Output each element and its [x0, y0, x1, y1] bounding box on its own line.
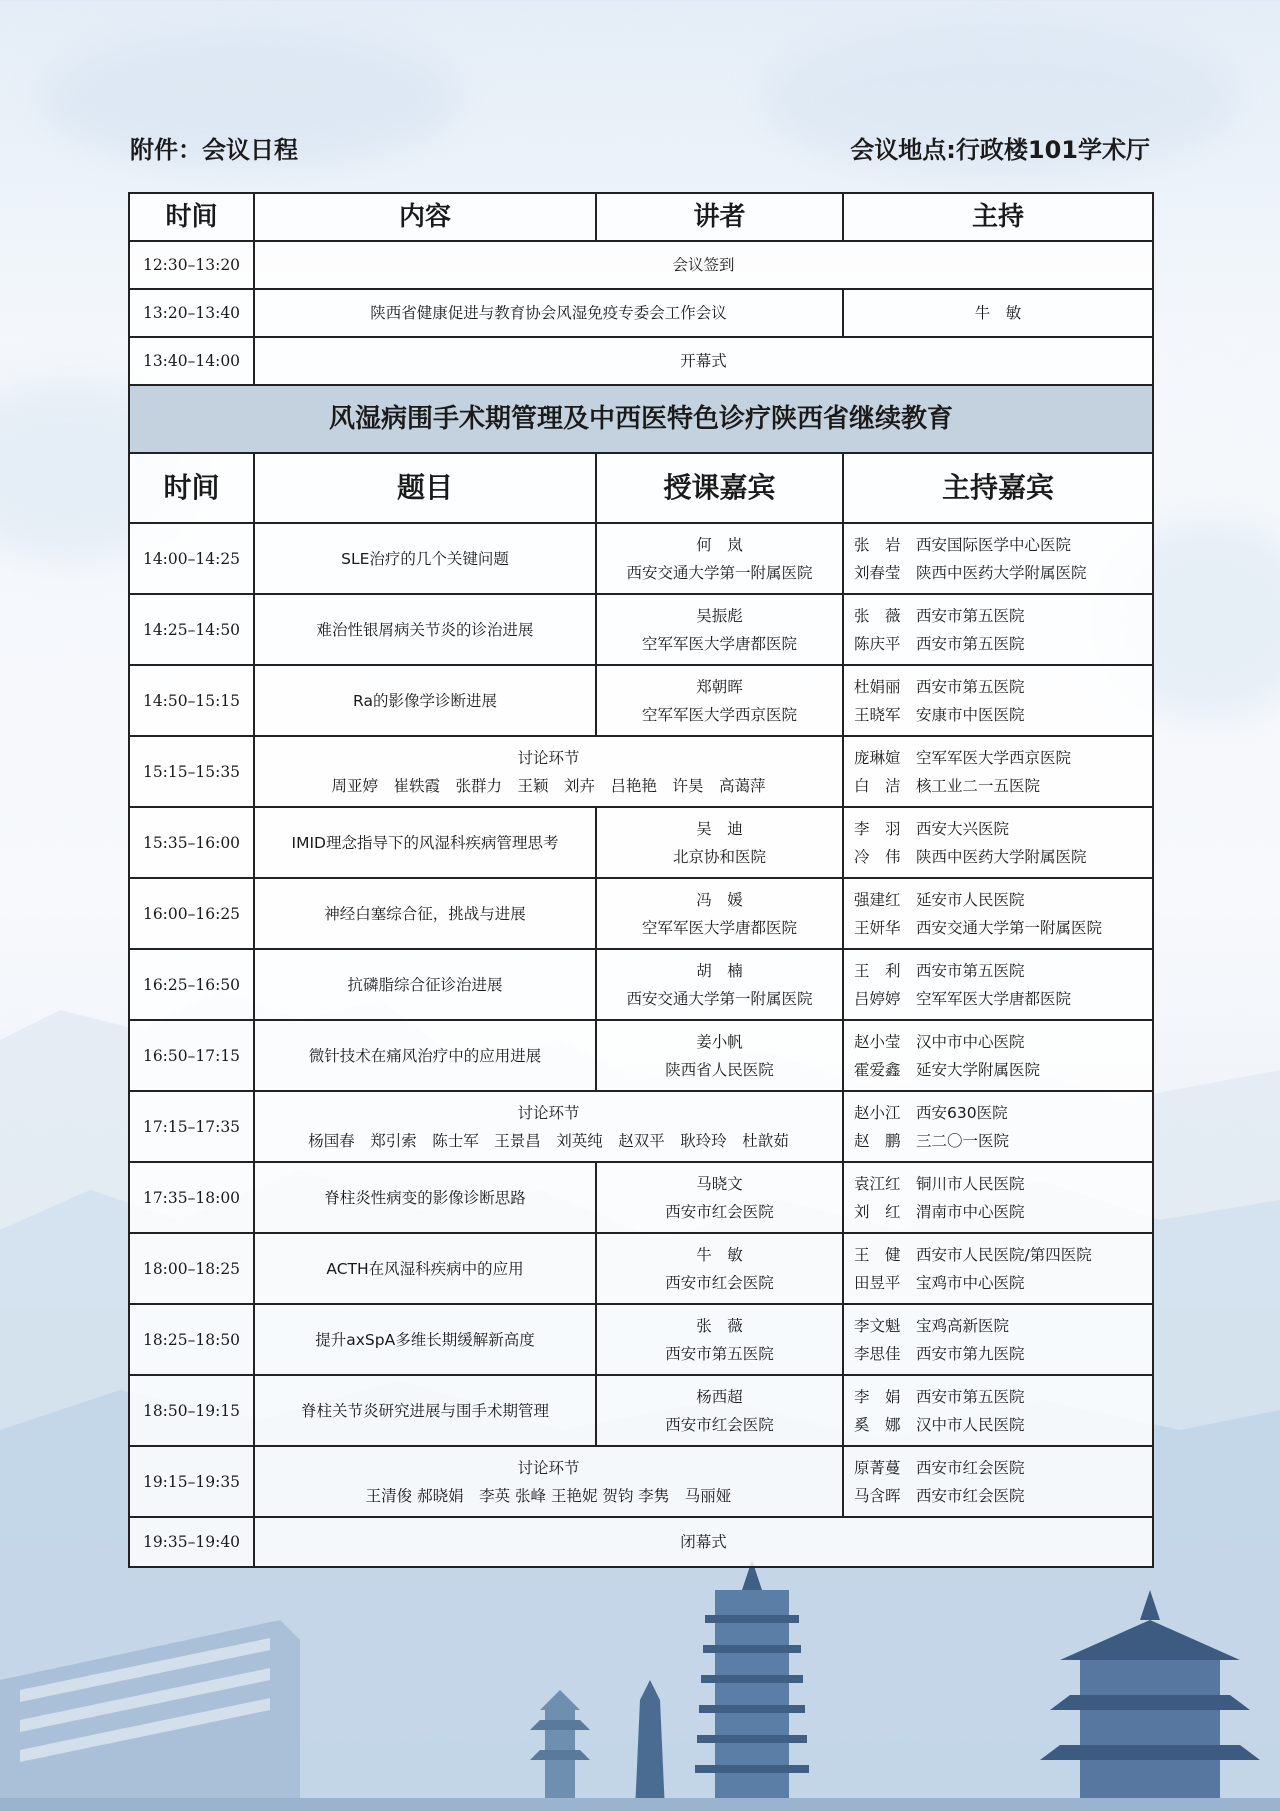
city-skyline-illustration — [0, 1560, 1280, 1811]
topic-cell: 难治性银屑病关节炎的诊治进展 — [254, 594, 596, 665]
moderator-cell — [843, 665, 1153, 736]
speaker-cell — [596, 807, 843, 878]
moderator-line: 赵小莹 汉中市中心医院 — [854, 1032, 1025, 1051]
session-row — [129, 523, 1153, 594]
panelist-list: 杨国春 郑引索 陈士军 王景昌 刘英纯 赵双平 耿玲玲 杜歆茹 — [308, 1131, 789, 1150]
topic-cell: 提升axSpA多维长期缓解新高度 — [254, 1304, 596, 1375]
session-row — [129, 1375, 1153, 1446]
moderator-line: 李思佳 西安市第九医院 — [854, 1344, 1025, 1363]
session-row — [129, 1162, 1153, 1233]
speaker-cell — [596, 523, 843, 594]
discussion-label: 讨论环节 — [517, 748, 580, 767]
top-header-row — [129, 193, 1153, 241]
moderator-cell — [843, 1304, 1153, 1375]
speaker-name: 郑朝晖 — [696, 677, 743, 696]
moderator-cell — [843, 1020, 1153, 1091]
time-cell: 17:15–17:35 — [129, 1091, 254, 1162]
moderator-line: 张 薇 西安市第五医院 — [854, 606, 1025, 625]
speaker-name: 张 薇 — [696, 1316, 743, 1335]
moderator-line: 袁江红 铜川市人民医院 — [854, 1174, 1025, 1193]
section-title: 风湿病围手术期管理及中西医特色诊疗陕西省继续教育 — [129, 385, 1153, 453]
content-cell: 开幕式 — [254, 337, 1153, 385]
session-row — [129, 665, 1153, 736]
table-row — [129, 289, 1153, 337]
time-cell: 14:50–15:15 — [129, 665, 254, 736]
moderator-cell — [843, 594, 1153, 665]
speaker-org: 陕西省人民医院 — [665, 1060, 774, 1079]
speaker-cell — [596, 878, 843, 949]
col-header-host: 主持 — [843, 193, 1153, 241]
moderator-line: 刘春莹 陕西中医药大学附属医院 — [854, 563, 1087, 582]
time-cell: 19:15–19:35 — [129, 1446, 254, 1517]
speaker-cell — [596, 665, 843, 736]
speaker-name: 吴振彪 — [696, 606, 743, 625]
table-row — [129, 1517, 1153, 1567]
speaker-name: 吴 迪 — [696, 819, 743, 838]
speaker-name: 杨西超 — [696, 1387, 743, 1406]
section-banner — [129, 385, 1153, 453]
session-row — [129, 1091, 1153, 1162]
topic-cell: 神经白塞综合征，挑战与进展 — [254, 878, 596, 949]
moderator-cell — [843, 949, 1153, 1020]
speaker-org: 西安市红会医院 — [665, 1415, 774, 1434]
time-cell: 16:25–16:50 — [129, 949, 254, 1020]
speaker-org: 西安市红会医院 — [665, 1273, 774, 1292]
session-row — [129, 1233, 1153, 1304]
moderator-cell — [843, 736, 1153, 807]
session-row — [129, 1304, 1153, 1375]
speaker-name: 何 岚 — [696, 535, 743, 554]
sessions-body — [129, 523, 1153, 1517]
speaker-cell — [596, 1304, 843, 1375]
moderator-line: 庞琳媗 空军军医大学西京医院 — [854, 748, 1072, 767]
moderator-cell — [843, 807, 1153, 878]
moderator-line: 强建红 延安市人民医院 — [854, 890, 1025, 909]
time-cell: 16:00–16:25 — [129, 878, 254, 949]
moderator-line: 李文魁 宝鸡高新医院 — [854, 1316, 1010, 1335]
moderator-cell — [843, 1162, 1153, 1233]
moderator-line: 王晓军 安康市中医医院 — [854, 705, 1025, 724]
content-cell: 闭幕式 — [254, 1517, 1153, 1567]
moderator-line: 王 利 西安市第五医院 — [854, 961, 1025, 980]
col-header-lecturer: 授课嘉宾 — [596, 453, 843, 523]
moderator-line: 赵小江 西安630医院 — [854, 1103, 1008, 1122]
session-row — [129, 1446, 1153, 1517]
speaker-cell — [596, 1375, 843, 1446]
moderator-cell — [843, 523, 1153, 594]
moderator-line: 张 岩 西安国际医学中心医院 — [854, 535, 1072, 554]
speaker-org: 空军军医大学西京医院 — [641, 705, 797, 724]
time-cell: 14:00–14:25 — [129, 523, 254, 594]
topic-cell: 微针技术在痛风治疗中的应用进展 — [254, 1020, 596, 1091]
moderator-cell — [843, 878, 1153, 949]
speaker-name: 冯 媛 — [696, 890, 743, 909]
content-cell: 会议签到 — [254, 241, 1153, 289]
host-cell: 牛 敏 — [843, 289, 1153, 337]
speaker-cell — [596, 1020, 843, 1091]
discussion-cell — [254, 736, 843, 807]
moderator-cell — [843, 1233, 1153, 1304]
time-cell: 18:25–18:50 — [129, 1304, 254, 1375]
time-cell: 13:40–14:00 — [129, 337, 254, 385]
col-header-moderator: 主持嘉宾 — [843, 453, 1153, 523]
time-cell: 13:20–13:40 — [129, 289, 254, 337]
attachment-title: 附件：会议日程 — [130, 136, 298, 164]
speaker-name: 姜小帆 — [696, 1032, 743, 1051]
moderator-line: 原菁蔓 西安市红会医院 — [854, 1458, 1025, 1477]
col-header-topic: 题目 — [254, 453, 596, 523]
speaker-cell — [596, 594, 843, 665]
moderator-line: 马含晖 西安市红会医院 — [854, 1486, 1025, 1505]
moderator-line: 冷 伟 陕西中医药大学附属医院 — [854, 847, 1087, 866]
moderator-line: 霍爱鑫 延安大学附属医院 — [854, 1060, 1041, 1079]
col-header-time: 时间 — [129, 193, 254, 241]
session-row — [129, 594, 1153, 665]
topic-cell: 脊柱炎性病变的影像诊断思路 — [254, 1162, 596, 1233]
session-row — [129, 949, 1153, 1020]
speaker-org: 空军军医大学唐都医院 — [641, 918, 797, 937]
session-row — [129, 878, 1153, 949]
col-header-content: 内容 — [254, 193, 596, 241]
panelist-list: 周亚婷 崔轶霞 张群力 王颖 刘卉 吕艳艳 许昊 高蔼萍 — [331, 776, 766, 795]
time-cell: 14:25–14:50 — [129, 594, 254, 665]
speaker-cell — [596, 1162, 843, 1233]
discussion-cell — [254, 1091, 843, 1162]
panelist-list: 王清俊 郝晓娟 李英 张峰 王艳妮 贺钧 李隽 马丽娅 — [365, 1486, 732, 1505]
speaker-org: 西安市第五医院 — [665, 1344, 774, 1363]
table-row — [129, 337, 1153, 385]
moderator-cell — [843, 1375, 1153, 1446]
time-cell: 15:35–16:00 — [129, 807, 254, 878]
session-row — [129, 807, 1153, 878]
col-header-time: 时间 — [129, 453, 254, 523]
speaker-cell — [596, 949, 843, 1020]
discussion-label: 讨论环节 — [517, 1103, 580, 1122]
schedule-table — [128, 192, 1154, 1568]
time-cell: 15:15–15:35 — [129, 736, 254, 807]
speaker-cell — [596, 1233, 843, 1304]
speaker-org: 西安市红会医院 — [665, 1202, 774, 1221]
time-cell: 18:50–19:15 — [129, 1375, 254, 1446]
moderator-line: 奚 娜 汉中市人民医院 — [854, 1415, 1025, 1434]
moderator-line: 吕婷婷 空军军医大学唐都医院 — [854, 989, 1072, 1008]
speaker-org: 西安交通大学第一附属医院 — [626, 563, 813, 582]
time-cell: 17:35–18:00 — [129, 1162, 254, 1233]
moderator-line: 陈庆平 西安市第五医院 — [854, 634, 1025, 653]
content-cell: 陕西省健康促进与教育协会风湿免疫专委会工作会议 — [254, 289, 843, 337]
moderator-line: 李 羽 西安大兴医院 — [854, 819, 1010, 838]
time-cell: 12:30–13:20 — [129, 241, 254, 289]
speaker-org: 北京协和医院 — [672, 847, 766, 866]
speaker-name: 牛 敏 — [696, 1245, 743, 1264]
topic-cell: IMID理念指导下的风湿科疾病管理思考 — [254, 807, 596, 878]
topic-cell: SLE治疗的几个关键问题 — [254, 523, 596, 594]
topic-cell: ACTH在风湿科疾病中的应用 — [254, 1233, 596, 1304]
venue-label: 会议地点:行政楼101学术厅 — [850, 136, 1150, 164]
topic-cell: 脊柱关节炎研究进展与围手术期管理 — [254, 1375, 596, 1446]
session-row — [129, 1020, 1153, 1091]
moderator-line: 白 洁 核工业二一五医院 — [854, 776, 1041, 795]
time-cell: 18:00–18:25 — [129, 1233, 254, 1304]
topic-cell: Ra的影像学诊断进展 — [254, 665, 596, 736]
moderator-line: 杜娟丽 西安市第五医院 — [854, 677, 1025, 696]
speaker-name: 马晓文 — [696, 1174, 743, 1193]
col-header-speaker: 讲者 — [596, 193, 843, 241]
moderator-cell — [843, 1446, 1153, 1517]
moderator-line: 刘 红 渭南市中心医院 — [854, 1202, 1025, 1221]
session-row — [129, 736, 1153, 807]
time-cell: 19:35–19:40 — [129, 1517, 254, 1567]
discussion-label: 讨论环节 — [517, 1458, 580, 1477]
speaker-org: 空军军医大学唐都医院 — [641, 634, 797, 653]
moderator-line: 李 娟 西安市第五医院 — [854, 1387, 1025, 1406]
main-header-row — [129, 453, 1153, 523]
table-row — [129, 241, 1153, 289]
topic-cell: 抗磷脂综合征诊治进展 — [254, 949, 596, 1020]
speaker-org: 西安交通大学第一附属医院 — [626, 989, 813, 1008]
speaker-name: 胡 楠 — [696, 961, 743, 980]
discussion-cell — [254, 1446, 843, 1517]
moderator-line: 王妍华 西安交通大学第一附属医院 — [854, 918, 1103, 937]
time-cell: 16:50–17:15 — [129, 1020, 254, 1091]
moderator-line: 田昱平 宝鸡市中心医院 — [854, 1273, 1025, 1292]
moderator-cell — [843, 1091, 1153, 1162]
moderator-line: 王 健 西安市人民医院/第四医院 — [854, 1245, 1092, 1264]
moderator-line: 赵 鹏 三二〇一医院 — [854, 1131, 1010, 1150]
